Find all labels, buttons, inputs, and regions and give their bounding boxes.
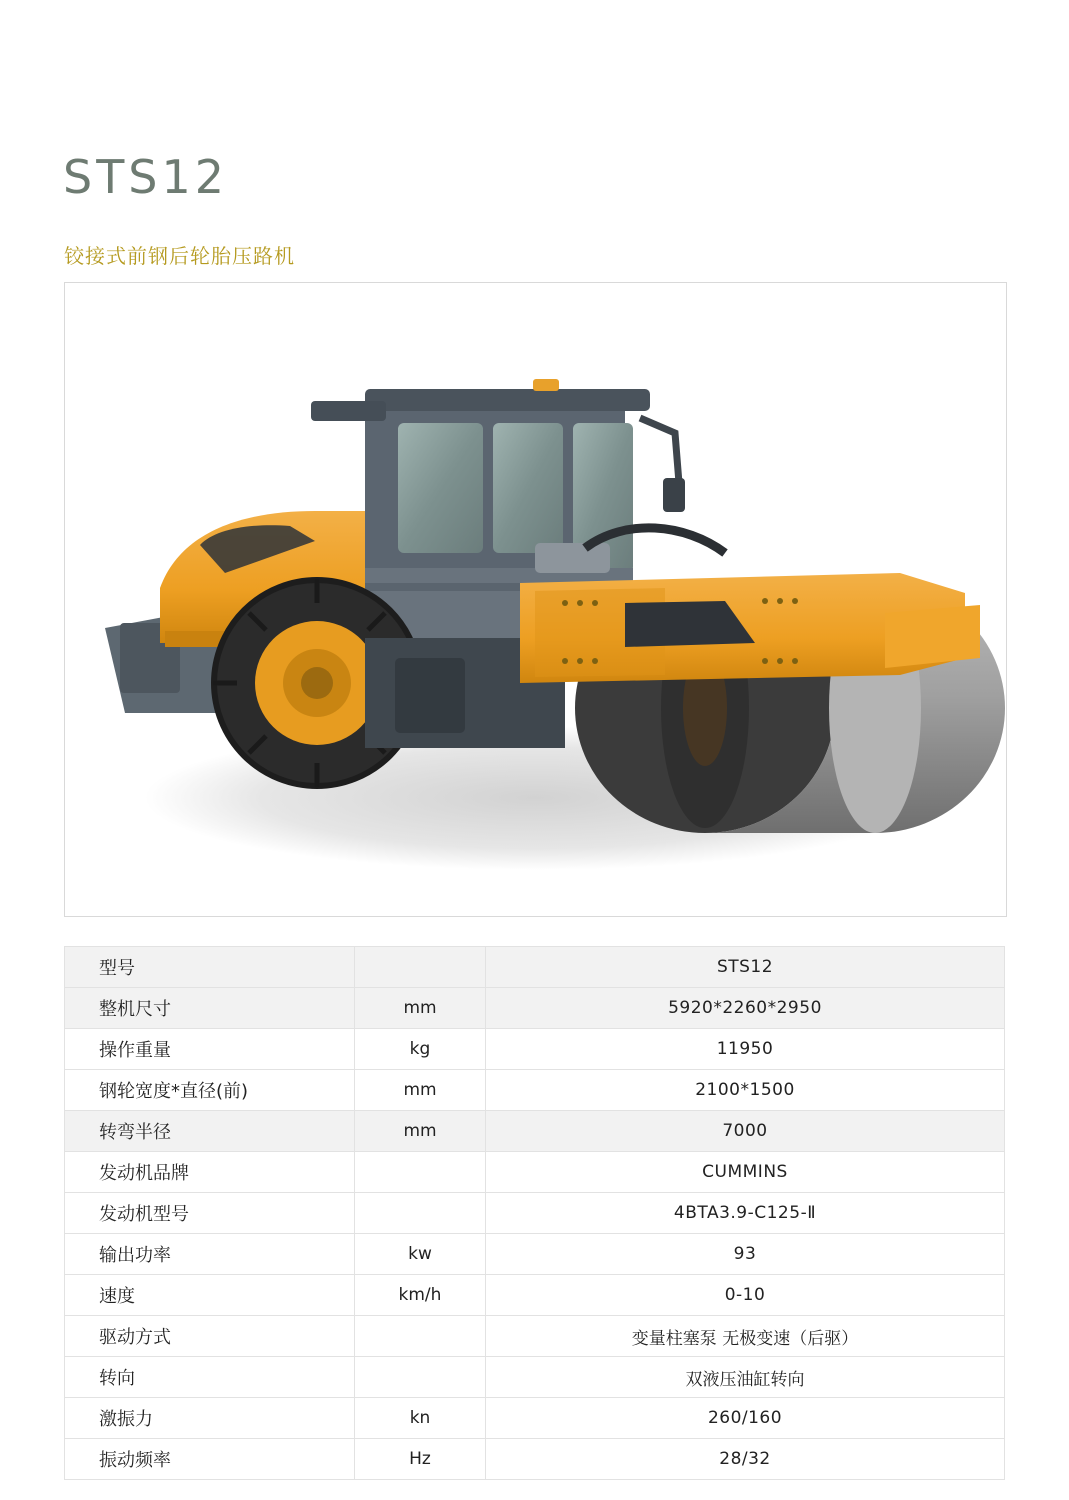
table-row	[65, 1029, 1005, 1070]
spec-label: 发动机型号	[65, 1193, 355, 1234]
spec-unit	[355, 1152, 486, 1193]
spec-unit: mm	[355, 1070, 486, 1111]
spec-value: 93	[486, 1234, 1005, 1275]
spec-unit: Hz	[355, 1439, 486, 1480]
table-row	[65, 988, 1005, 1029]
spec-label: 振动频率	[65, 1439, 355, 1480]
spec-value: 28/32	[486, 1439, 1005, 1480]
spec-label: 整机尺寸	[65, 988, 355, 1029]
spec-label: 操作重量	[65, 1029, 355, 1070]
spec-value: 5920*2260*2950	[486, 988, 1005, 1029]
spec-label: 激振力	[65, 1398, 355, 1439]
spec-unit: kw	[355, 1234, 486, 1275]
spec-label: 转弯半径	[65, 1111, 355, 1152]
table-row	[65, 1152, 1005, 1193]
table-row	[65, 1357, 1005, 1398]
spec-label: 转向	[65, 1357, 355, 1398]
spec-unit	[355, 947, 486, 988]
spec-unit	[355, 1316, 486, 1357]
spec-label: 发动机品牌	[65, 1152, 355, 1193]
table-row	[65, 1234, 1005, 1275]
table-row	[65, 1275, 1005, 1316]
spec-unit: mm	[355, 1111, 486, 1152]
spec-unit: km/h	[355, 1275, 486, 1316]
table-row	[65, 1111, 1005, 1152]
spec-value: 变量柱塞泵 无极变速（后驱）	[486, 1316, 1005, 1357]
spec-unit	[355, 1193, 486, 1234]
spec-unit: mm	[355, 988, 486, 1029]
page-subtitle: 铰接式前钢后轮胎压路机	[64, 244, 295, 268]
spec-label: 型号	[65, 947, 355, 988]
spec-label: 输出功率	[65, 1234, 355, 1275]
spec-value: 260/160	[486, 1398, 1005, 1439]
spec-unit: kn	[355, 1398, 486, 1439]
table-row	[65, 1398, 1005, 1439]
spec-value: 11950	[486, 1029, 1005, 1070]
spec-table-body	[65, 947, 1005, 1480]
page-title: STS12	[63, 150, 229, 204]
table-row	[65, 1070, 1005, 1111]
spec-value: 4BTA3.9-C125-Ⅱ	[486, 1193, 1005, 1234]
spec-unit: kg	[355, 1029, 486, 1070]
spec-unit	[355, 1357, 486, 1398]
road-roller-illustration	[65, 283, 1006, 916]
spec-value: 双液压油缸转向	[486, 1357, 1005, 1398]
product-photo-frame	[64, 282, 1007, 917]
table-row	[65, 1316, 1005, 1357]
spec-label: 速度	[65, 1275, 355, 1316]
spec-value: CUMMINS	[486, 1152, 1005, 1193]
specification-table	[64, 946, 1005, 1480]
spec-value: STS12	[486, 947, 1005, 988]
spec-value: 2100*1500	[486, 1070, 1005, 1111]
road-roller-photo	[65, 283, 1006, 916]
spec-label: 驱动方式	[65, 1316, 355, 1357]
spec-value: 0-10	[486, 1275, 1005, 1316]
table-row	[65, 1439, 1005, 1480]
table-row	[65, 947, 1005, 988]
spec-label: 钢轮宽度*直径(前)	[65, 1070, 355, 1111]
table-row	[65, 1193, 1005, 1234]
spec-value: 7000	[486, 1111, 1005, 1152]
